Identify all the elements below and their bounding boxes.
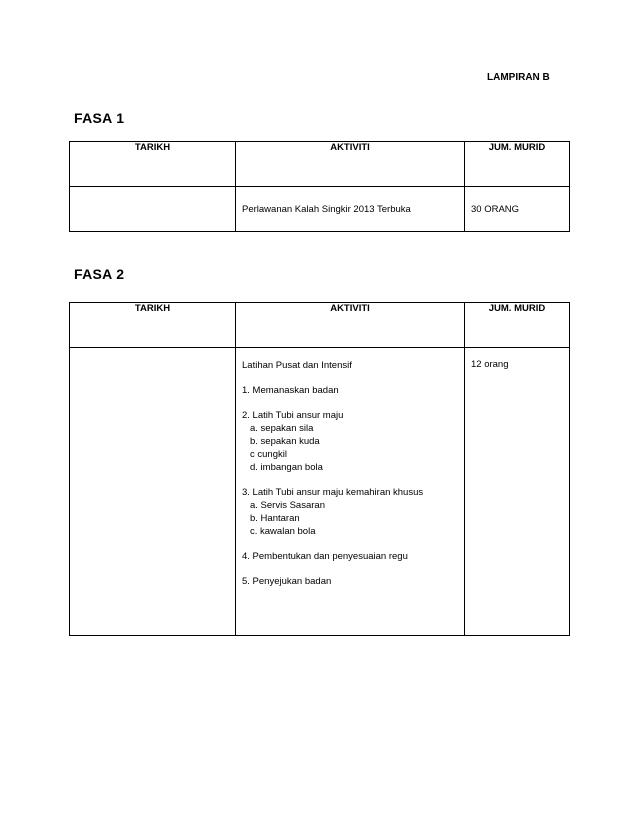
table-header-row <box>70 303 570 348</box>
aktiviti-cell: Perlawanan Kalah Singkir 2013 Terbuka <box>236 187 465 232</box>
activity-item-3b: b. Hantaran <box>250 513 300 524</box>
activity-item-2c: c cungkil <box>250 449 287 460</box>
activity-item-3-title: 3. Latih Tubi ansur maju kemahiran khusus <box>242 487 424 498</box>
tarikh-cell <box>70 187 236 232</box>
aktiviti-cell <box>236 348 465 636</box>
activity-item-5: 5. Penyejukan badan <box>242 576 332 587</box>
appendix-label: LAMPIRAN B <box>487 72 550 83</box>
fasa-2-table <box>69 302 570 636</box>
activity-heading: Latihan Pusat dan Intensif <box>242 360 352 371</box>
activity-item-2-title: 2. Latih Tubi ansur maju <box>242 410 344 421</box>
activity-item-2d: d. imbangan bola <box>250 462 323 473</box>
table-header-row <box>70 142 570 187</box>
fasa-1-title: FASA 1 <box>74 110 125 126</box>
fasa-1-table <box>69 141 570 232</box>
activity-item-1: 1. Memanaskan badan <box>242 385 339 396</box>
tarikh-cell <box>70 348 236 636</box>
activity-item-2a: a. sepakan sila <box>250 423 314 434</box>
header-jum-murid: JUM. MURID <box>465 142 570 187</box>
table-row <box>70 348 570 636</box>
header-aktiviti: AKTIVITI <box>236 142 465 187</box>
activity-item-3c: c. kawalan bola <box>250 526 316 537</box>
activity-item-3a: a. Servis Sasaran <box>250 500 325 511</box>
header-jum-murid: JUM. MURID <box>465 303 570 348</box>
fasa-2-title: FASA 2 <box>74 266 125 282</box>
table-row <box>70 187 570 232</box>
jum-murid-cell: 30 ORANG <box>465 187 570 232</box>
activity-item-2b: b. sepakan kuda <box>250 436 320 447</box>
header-aktiviti: AKTIVITI <box>236 303 465 348</box>
jum-murid-cell: 12 orang <box>465 348 570 636</box>
activity-item-4: 4. Pembentukan dan penyesuaian regu <box>242 551 408 562</box>
header-tarikh: TARIKH <box>70 142 236 187</box>
header-tarikh: TARIKH <box>70 303 236 348</box>
